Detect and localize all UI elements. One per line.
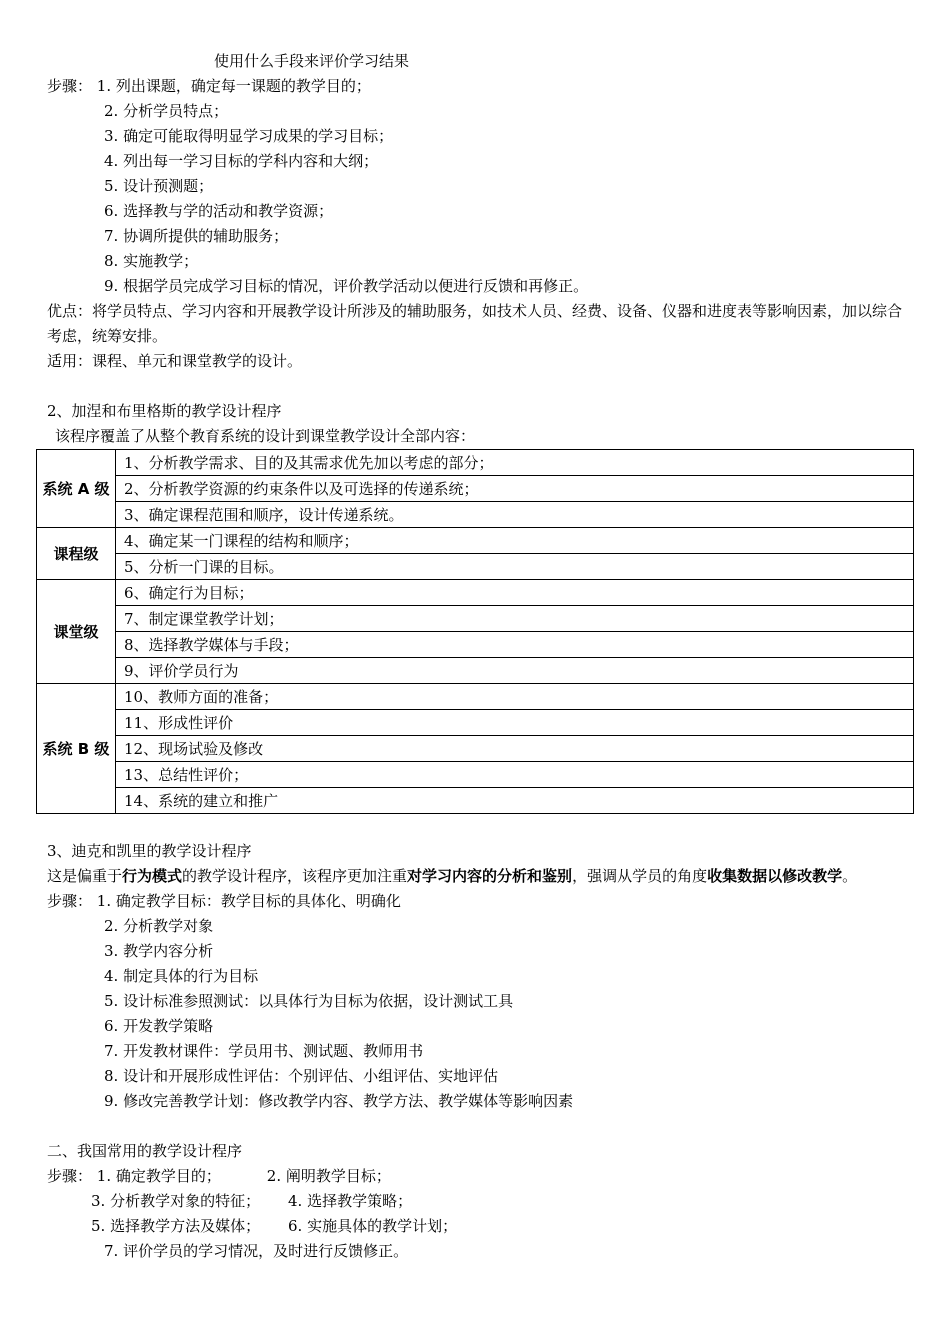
table-cell: 10、教师方面的准备；: [116, 684, 914, 710]
table-cell: 2、分析教学资源的约束条件以及可选择的传递系统；: [116, 476, 914, 502]
s4-row-2: 3. 分析教学对象的特征； 4. 选择教学策略；: [91, 1192, 413, 1210]
table-row: [37, 684, 914, 710]
s3-step-7: 7. 开发教材课件：学员用书、测试题、教师用书: [104, 1042, 424, 1060]
s3-step-3: 3. 教学内容分析: [104, 942, 214, 960]
s4-steps-label: 步骤：: [47, 1167, 93, 1185]
s3-step-4: 4. 制定具体的行为目标: [104, 967, 259, 985]
design-procedure-table: [36, 449, 914, 814]
s1-step-5: 5. 设计预测题；: [104, 177, 214, 195]
s1-step-3: 3. 确定可能取得明显学习成果的学习目标；: [104, 127, 394, 145]
s3-step-2: 2. 分析教学对象: [104, 917, 214, 935]
table-row: [37, 476, 914, 502]
s1-step-4: 4. 列出每一学习目标的学科内容和大纲；: [104, 152, 379, 170]
s1-applicable: 适用：课程、单元和课堂教学的设计。: [47, 352, 303, 370]
s1-steps-label: 步骤：: [47, 77, 93, 95]
table-cell: 6、确定行为目标；: [116, 580, 914, 606]
table-row: [37, 606, 914, 632]
s1-step-6: 6. 选择教与学的活动和教学资源；: [104, 202, 334, 220]
table-cell: 5、分析一门课的目标。: [116, 554, 914, 580]
table-row: [37, 450, 914, 476]
level-cell-classroom: 课堂级: [37, 580, 116, 684]
s4-row-3: 5. 选择教学方法及媒体； 6. 实施具体的教学计划；: [91, 1217, 458, 1235]
s4-row-1: 步骤： 1. 确定教学目的； 2. 阐明教学目标；: [47, 1167, 391, 1185]
table-cell: 12、现场试验及修改: [116, 736, 914, 762]
s2-heading: 2、加涅和布里格斯的教学设计程序: [47, 402, 282, 420]
table-cell: 14、系统的建立和推广: [116, 788, 914, 814]
s1-step-8: 8. 实施教学；: [104, 252, 199, 270]
table-row: [37, 502, 914, 528]
level-cell-system-b: 系统 B 级: [37, 684, 116, 814]
table-cell: 3、确定课程范围和顺序，设计传递系统。: [116, 502, 914, 528]
table-cell: 9、评价学员行为: [116, 658, 914, 684]
s3-step-6: 6. 开发教学策略: [104, 1017, 214, 1035]
table-row: [37, 788, 914, 814]
table-cell: 7、制定课堂教学计划；: [116, 606, 914, 632]
table-row: [37, 528, 914, 554]
table-cell: 11、形成性评价: [116, 710, 914, 736]
level-cell-system-a: 系统 A 级: [37, 450, 116, 528]
s3-step-8: 8. 设计和开展形成性评估：个别评估、小组评估、实地评估: [104, 1067, 499, 1085]
s1-step-7: 7. 协调所提供的辅助服务；: [104, 227, 289, 245]
page-title: 使用什么手段来评价学习结果: [214, 52, 410, 70]
table-row: [37, 632, 914, 658]
table-cell: 4、确定某一门课程的结构和顺序；: [116, 528, 914, 554]
document-page: [42, 49, 913, 1264]
s3-step-1: 步骤： 1. 确定教学目标：教学目标的具体化、明确化: [47, 892, 401, 910]
s4-heading: 二、我国常用的教学设计程序: [47, 1142, 243, 1160]
table-row: [37, 658, 914, 684]
table-cell: 1、分析教学需求、目的及其需求优先加以考虑的部分；: [116, 450, 914, 476]
s1-advantage: 优点：将学员特点、学习内容和开展教学设计所涉及的辅助服务，如技术人员、经费、设备、仪器和进度表等影响因素，加以综合考虑，统筹安排。: [47, 302, 903, 345]
s3-steps-label: 步骤：: [47, 892, 93, 910]
table-row: [37, 736, 914, 762]
s3-step-5: 5. 设计标准参照测试：以具体行为目标为依据，设计测试工具: [104, 992, 514, 1010]
table-cell: 8、选择教学媒体与手段；: [116, 632, 914, 658]
s3-description: 这是偏重于行为模式的教学设计程序，该程序更加注重对学习内容的分析和鉴别，强调从学员的角度收集数据以修改教学。: [47, 867, 858, 885]
s1-step-9: 9. 根据学员完成学习目标的情况，评价教学活动以便进行反馈和再修正。: [104, 277, 589, 295]
s1-step-2: 2. 分析学员特点；: [104, 102, 229, 120]
table-row: [37, 580, 914, 606]
level-cell-course: 课程级: [37, 528, 116, 580]
s4-row-4: 7. 评价学员的学习情况，及时进行反馈修正。: [104, 1242, 409, 1260]
table-row: [37, 554, 914, 580]
s3-heading: 3、迪克和凯里的教学设计程序: [47, 842, 252, 860]
s1-step-1: 步骤： 1. 列出课题，确定每一课题的教学目的；: [47, 77, 371, 95]
table-row: [37, 762, 914, 788]
s3-step-9: 9. 修改完善教学计划：修改教学内容、教学方法、教学媒体等影响因素: [104, 1092, 574, 1110]
table-row: [37, 710, 914, 736]
s2-intro: 该程序覆盖了从整个教育系统的设计到课堂教学设计全部内容：: [55, 427, 476, 445]
table-cell: 13、总结性评价；: [116, 762, 914, 788]
